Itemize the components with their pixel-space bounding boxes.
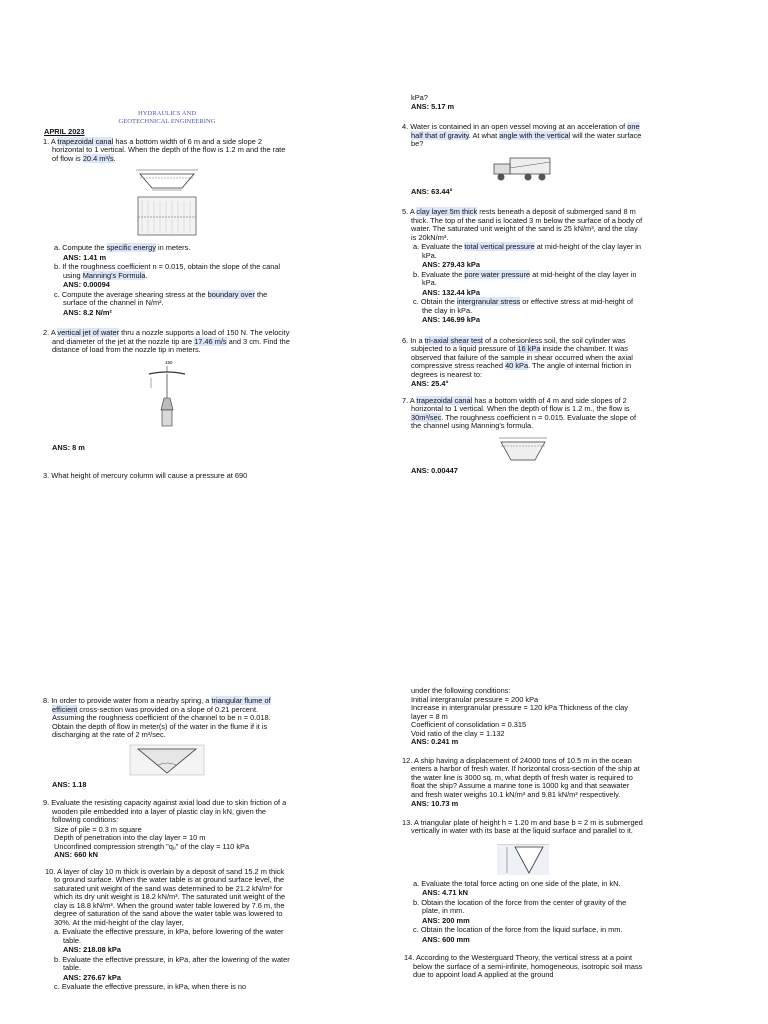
q12-answer: ANS: 10.73 m: [411, 799, 459, 808]
q2-stem: [43, 328, 290, 355]
q1b-answer: ANS: 0.00094: [63, 280, 110, 289]
q6-text: In a: [410, 335, 425, 345]
q2-text: A: [50, 328, 58, 337]
q4-text: Water is contained in an open vessel moving at an acceleration of: [410, 122, 628, 131]
q4-number: 4.: [402, 122, 409, 131]
q1-number: 1.: [43, 136, 50, 146]
q3-number: 3.: [43, 471, 50, 480]
q1c-text-2: the surface of the channel in N/m².: [63, 289, 268, 307]
nozzle-jet-figure: [137, 358, 197, 428]
q8-highlight: triangular flume of efficient: [52, 696, 271, 714]
q9-answer: ANS: 660 kN: [54, 850, 98, 859]
canal-shear-stress-figure: [134, 195, 200, 241]
q8-stem: [43, 696, 290, 740]
question-3-start: [43, 471, 290, 481]
q5-text-2: rests beneath a deposit of submerged sand 8 m thick. The top of the sand is located 3 m below the surface of a body of water. The saturated unit weight of the sand is 25 kN/m³, and the clay is 20kN/m³.: [411, 207, 643, 242]
q3-continuation: kPa?: [411, 93, 428, 102]
q1-highlight-2: 20.4 m³/s: [82, 153, 114, 163]
q1-part-a: a. Compute the specific energy in meters.: [54, 243, 191, 252]
q9-condition-3: Unconfined compression strength "qᵤ" of the clay = 110 kPa: [54, 841, 250, 851]
q8-text: In order to provide water from a nearby spring, a: [51, 696, 212, 705]
q13a-answer: ANS: 4.71 kN: [422, 888, 469, 897]
q10-text: A layer of clay 10 m thick is overlain by a deposit of sand 15.2 m thick to ground surface. When the water table is at ground surface level, the saturated unit weight of the sand was determined to be 21.2 kN/m³ for which its dry unit weight is 18.2 kN/m³. The saturated unit weight of the clay is 18.8 kN/m³. When the ground water table lowered by 7.6 m, the degree of saturation of the sand above the water table was lowered to 30%. At the mid-height of the clay layer,: [54, 866, 286, 927]
q5c-text: Obtain the: [420, 297, 457, 306]
q5-part-c: c. Obtain the intergranular stress or effective stress at mid-height of the clay in kPa.: [413, 297, 634, 315]
q6-highlight-2: 16 kPa: [517, 344, 541, 353]
q10-part-c: c. Evaluate the effective pressure, in kPa, when there is no: [54, 982, 247, 991]
q7-text-3: . The roughness coefficient n = 0.015. Evaluate the slope of the channel using Manning's formula.: [411, 412, 637, 430]
document-page-2: [0, 512, 768, 1024]
q13-text: A triangular plate of height h = 1.20 m and base b = 2 m is submerged vertically in water with its base at the liquid surface and parallel to it.: [411, 817, 643, 835]
question-2: [44, 329, 290, 452]
q13-part-a: a. Evaluate the total force acting on one side of the plate, in kN.: [413, 878, 621, 888]
q12-text: A ship having a displacement of 24000 tons of 10.5 m in the ocean enters a harbor of fresh water. If horizontal cross-section of the ship at the water line is 3000 sq. m, what depth of fresh water is required to float the ship? Assume a marine tone is 1000 kg and that seawater and fresh water weighs 10.1 kN/m³ and 9.81 kN/m³ respectively.: [411, 755, 640, 799]
q1b-highlight: Manning's Formula: [82, 270, 146, 280]
q5c-text-2: or effective stress at mid-height of the clay in kPa.: [422, 297, 634, 315]
q8-answer: ANS: 1.18: [52, 779, 87, 789]
q9-stem: [43, 798, 290, 825]
question-5: [403, 208, 643, 325]
q1-part-b: b. If the roughness coefficient n = 0.015, obtain the slope of the canal using Manning's Formula.: [54, 262, 281, 280]
question-13: [403, 819, 643, 945]
title-line-2: GEOTECHNICAL ENGINEERING: [118, 118, 216, 125]
question-8: [44, 697, 290, 789]
q5b-text-2: at mid-height of the clay layer in kPa.: [422, 269, 637, 287]
q5-text: A: [409, 207, 417, 216]
q6-highlight-1: tri-axial shear test: [424, 335, 483, 345]
q13c-answer: ANS: 600 mm: [422, 934, 470, 944]
q12-number: 12.: [402, 755, 413, 765]
q2-number: 2.: [43, 328, 50, 337]
question-1: [44, 138, 290, 318]
q6-text-2: of a cohesionless soil, the soil cylinder was subjected to a liquid pressure of: [411, 335, 626, 353]
trapezoidal-canal-figure: [134, 166, 200, 192]
q1a-text: Compute the: [62, 243, 107, 252]
q1c-highlight: boundary over: [207, 289, 255, 299]
page2-right-column: [403, 687, 643, 988]
q1b-text: If the roughness coefficient n = 0.015, obtain the slope of the canal using: [62, 262, 281, 280]
q2-highlight-2: 17.46 m/s: [194, 336, 227, 346]
q14-text: According to the Westerguard Theory, the vertical stress at a point below the surface of a semi-infinite, homogeneous, isotropic soil mass due to appoint load A applied at the ground: [413, 953, 643, 979]
q10-stem: [45, 866, 290, 928]
question-14: [403, 954, 643, 980]
q7-highlight-2: 30m³/sec: [411, 412, 442, 422]
q7-stem: [402, 395, 643, 431]
q13b-text: Obtain the location of the force from the center of gravity of the plate, in mm.: [421, 897, 627, 915]
triangular-flume-figure: [128, 743, 206, 777]
q2-highlight-1: vertical jet of water: [57, 328, 120, 337]
q6-highlight-3: 40 kPa: [505, 361, 529, 370]
q5a-text-2: at mid-height of the clay layer in kPa.: [422, 242, 642, 260]
q11-condition-1: Initial intergranular pressure = 200 kPa: [411, 694, 539, 704]
q1a-highlight: specific energy: [106, 243, 156, 252]
question-7: [403, 397, 643, 476]
q5-highlight-1: clay layer 5m thick: [416, 207, 478, 216]
q1c-text: Compute the average shearing stress at the: [61, 289, 208, 299]
q7-text-2: has a bottom width of 4 m and side slopes of 2 horizontal to 1 vertical. When the depth of flow is 1.2 m., the flow is: [411, 395, 630, 413]
q11-condition-4: Void ratio of the clay = 1.132: [411, 728, 505, 738]
q6-text-3: inside the chamber. It was observed that failure of the sample in shear occurred when the axial compressive stress reached: [411, 344, 633, 370]
load-label: 150: [165, 359, 173, 365]
q1-stem: [43, 136, 290, 164]
q6-number: 6.: [402, 335, 409, 345]
q4-answer: ANS: 63.44°: [411, 186, 453, 196]
q2-answer: ANS: 8 m: [52, 442, 85, 452]
q7-answer: ANS: 0.00447: [411, 465, 458, 475]
q5-part-a: a. Evaluate the total vertical pressure at mid-height of the clay layer in kPa.: [413, 242, 642, 260]
q6-answer: ANS: 25.4°: [411, 379, 449, 388]
truck-tank-figure: [488, 152, 558, 184]
q6-stem: [402, 335, 643, 380]
q1a-text-2: in meters.: [155, 243, 191, 252]
q13a-text: Evaluate the total force acting on one side of the plate, in kN.: [421, 878, 621, 888]
question-4: [403, 123, 643, 196]
q5a-text: Evaluate the: [421, 242, 465, 251]
q1-text-2: has a bottom width of 6 m and a side slope 2 horizontal to 1 vertical. When the depth of the flow is 1.2 m and the rate of flow is: [52, 136, 286, 163]
q5a-answer: ANS: 279.43 kPa: [422, 260, 480, 269]
q11-conditions: [411, 696, 643, 739]
q4-highlight-1: one half that of gravity: [411, 122, 640, 140]
section-title: [44, 110, 290, 126]
q1-text-3: .: [113, 153, 116, 163]
q9-text: Evaluate the resisting capacity against axial load due to skin friction of a wooden pile embedded into a layer of plastic clay in kN, given the following conditions:: [51, 798, 287, 824]
q11-condition-3: Coefficient of consolidation = 0.315: [411, 720, 527, 729]
q10a-answer: ANS: 218.08 kPa: [63, 945, 121, 954]
q3-text: What height of mercury column will cause a pressure at 690: [51, 471, 248, 480]
q9-condition-2: Depth of penetration into the clay layer = 10 m: [54, 833, 206, 842]
q9-conditions: [54, 826, 290, 852]
q13-part-c: c. Obtain the location of the force from the liquid surface, in mm.: [413, 925, 623, 934]
q5-part-b: b. Evaluate the pore water pressure at mid-height of the clay layer in kPa.: [413, 269, 637, 287]
q13-number: 13.: [402, 817, 413, 827]
q4-text-2: . At what: [468, 130, 500, 140]
page1-right-column: [403, 94, 643, 483]
q5c-answer: ANS: 146.99 kPa: [422, 315, 480, 324]
q2-text-2: thru a nozzle supports a load of 150 N. The velocity and diameter of the jet at the nozzle tip are: [52, 328, 290, 346]
q10-number: 10.: [45, 866, 56, 876]
q13b-answer: ANS: 200 mm: [422, 915, 470, 925]
exam-date: APRIL 2023: [44, 127, 85, 136]
q8-number: 8.: [43, 696, 50, 705]
q13-stem: [402, 817, 643, 836]
q12-stem: [402, 755, 643, 800]
q10a-text: Evaluate the effective pressure, in kPa, before lowering of the water table.: [62, 927, 284, 945]
q10b-answer: ANS: 276.67 kPa: [63, 972, 121, 982]
question-6: [403, 337, 643, 389]
q7-number: 7.: [402, 395, 409, 405]
q1-part-c: c. Compute the average shearing stress at the boundary over the surface of the channel in N/m².: [54, 289, 268, 307]
q9-condition-1: Size of pile = 0.3 m square: [54, 824, 142, 834]
q5b-text: Evaluate the: [421, 269, 465, 279]
q10c-text: Evaluate the effective pressure, in kPa, when there is no: [61, 982, 247, 991]
q14-stem: [404, 953, 643, 980]
q5-number: 5.: [402, 207, 409, 216]
q5b-highlight: pore water pressure: [464, 269, 531, 279]
q1a-answer: ANS: 1.41 m: [63, 252, 107, 262]
q10b-text: Evaluate the effective pressure, in kPa, after the lowering of the water table.: [62, 954, 290, 972]
q11-condition-2: Increase in intergranular pressure = 120 kPa Thickness of the clay layer = 8 m: [411, 703, 628, 721]
q5c-highlight: intergranular stress: [456, 297, 521, 306]
q10-part-a: a. Evaluate the effective pressure, in kPa, before lowering of the water table.: [54, 927, 284, 945]
q1-text: A: [50, 136, 58, 146]
q1b-text-2: .: [145, 270, 148, 280]
q13c-text: Obtain the location of the force from the liquid surface, in mm.: [420, 925, 623, 934]
question-12: [403, 757, 643, 809]
q5-stem: [402, 207, 643, 242]
trapezoidal-canal-figure-2: [497, 434, 549, 464]
page2-left-column: [44, 696, 290, 1000]
triangular-plate-figure: [493, 839, 553, 877]
q4-highlight-2: angle with the vertical: [499, 130, 571, 140]
q11-continuation: under the following conditions:: [411, 686, 511, 695]
q7-text: A: [409, 395, 417, 405]
q4-text-3: will the water surface be?: [411, 130, 642, 148]
q1c-answer: ANS: 8.2 N/m²: [63, 307, 112, 317]
page1-left-column: [44, 110, 290, 482]
question-9: [44, 799, 290, 860]
q5b-answer: ANS: 132.44 kPa: [422, 287, 480, 297]
q11-answer: ANS: 0.241 m: [411, 737, 459, 746]
title-line-1: HYDRAULICS AND: [137, 110, 197, 117]
q4-stem: [402, 122, 643, 149]
q10-part-b: b. Evaluate the effective pressure, in kPa, after the lowering of the water table.: [54, 954, 290, 972]
q6-text-4: . The angle of internal friction in degrees is nearest to:: [411, 361, 632, 379]
q14-number: 14.: [404, 953, 415, 962]
q5a-highlight: total vertical pressure: [464, 242, 535, 251]
q1-highlight-1: trapezoidal canal: [57, 136, 114, 146]
q7-highlight-1: trapezoidal canal: [416, 395, 473, 405]
q2-text-3: and 3 cm. Find the distance of load from the nozzle tip in meters.: [52, 336, 290, 354]
q8-text-2: cross-section was provided on a slope of 0.21 percent. Assuming the roughness coefficient of the channel to be n = 0.018. Obtain the depth of flow in meter(s) of the water in the flume if it is discharging at the rate of 2 m³/sec.: [52, 704, 271, 739]
q9-number: 9.: [43, 798, 50, 807]
q3-answer: ANS: 5.17 m: [411, 101, 455, 111]
q13-part-b: b. Obtain the location of the force from the center of gravity of the plate, in mm.: [413, 897, 627, 915]
question-10: [44, 868, 290, 992]
